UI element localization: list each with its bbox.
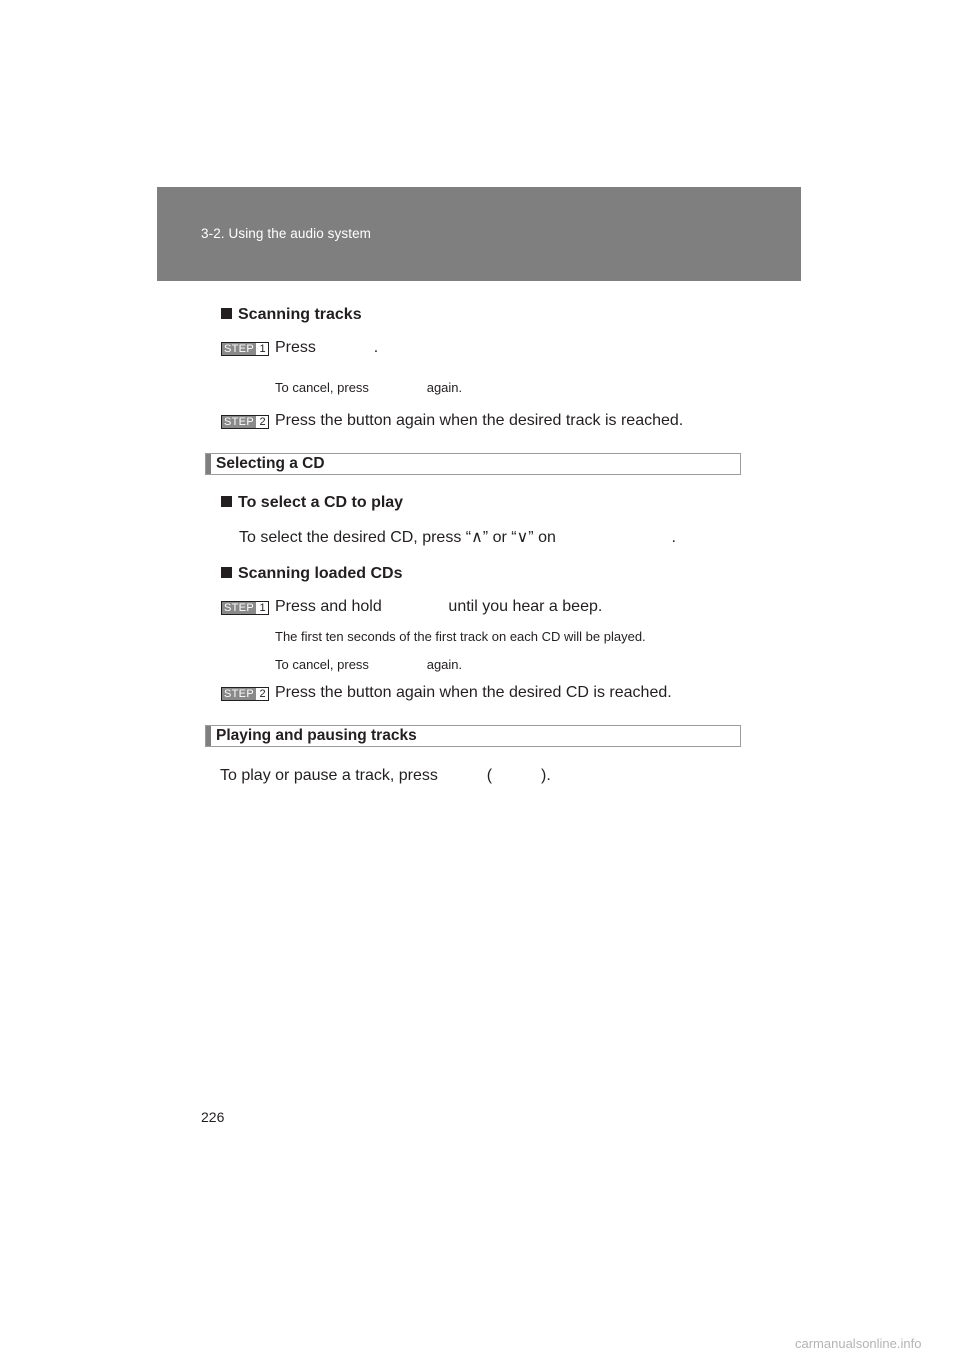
page-number: 226 <box>201 1109 225 1125</box>
select-cd-instruction: To select the desired CD, press “∧” or “∨” on . <box>239 529 676 546</box>
select-cd-heading: To select a CD to play <box>221 494 403 512</box>
step-1-instruction: Press and hold until you hear a beep. <box>275 598 603 615</box>
step-1-badge: STEP 1 <box>221 601 269 615</box>
square-bullet-icon <box>221 567 232 578</box>
step-2-instruction: Press the button again when the desired CD is reached. <box>275 684 672 701</box>
section-reference: 3-2. Using the audio system <box>201 226 372 241</box>
section-title-playing-pausing: Playing and pausing tracks <box>205 725 741 747</box>
step-2-badge: STEP 2 <box>221 687 269 701</box>
scanning-cds-heading: Scanning loaded CDs <box>221 565 402 583</box>
play-pause-instruction: To play or pause a track, press ( ). <box>220 767 551 784</box>
step-1-note: The first ten seconds of the first track on each CD will be played. <box>275 629 646 644</box>
step-1-badge: STEP 1 <box>221 342 269 356</box>
square-bullet-icon <box>221 308 232 319</box>
header-bar <box>157 187 801 281</box>
step-2-instruction: Press the button again when the desired track is reached. <box>275 412 684 429</box>
step-2-badge: STEP 2 <box>221 415 269 429</box>
watermark: carmanualsonline.info <box>795 1336 922 1351</box>
step-1-note: To cancel, press again. <box>275 380 463 395</box>
step-1-note: To cancel, press again. <box>275 657 463 672</box>
step-1-instruction: Press . <box>275 339 379 356</box>
scanning-tracks-heading: Scanning tracks <box>221 306 362 324</box>
section-title-selecting-cd: Selecting a CD <box>205 453 741 475</box>
square-bullet-icon <box>221 496 232 507</box>
